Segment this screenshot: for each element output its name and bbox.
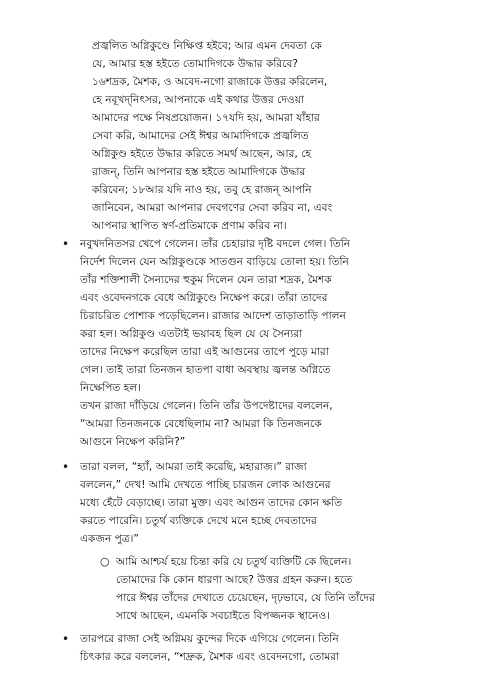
quote-line: করিবেন; ১৮আর যদি নাও হয়, তবু হে রাজন্‌ আপনি: [92, 184, 312, 196]
bullet-marker: •: [62, 460, 70, 474]
paragraph-line: এবং ওবেদনগকে বেধে অগ্নিকুণ্ডে নিক্ষেপ করে। তাঁরা তাদের: [80, 292, 328, 304]
quote-line: সেবা করি, আমাদের সেই ঈশ্বর আমাদিগকে প্রজ্বলিত: [92, 130, 309, 142]
paragraph-line: করতে পারেনি। চতুর্থ ব্যক্তিকে দেখে মনে হচ্ছে দেবতাদের: [80, 515, 317, 527]
paragraph-line: আগুনে নিক্ষেপ করিনি?”: [80, 436, 186, 448]
bullet-marker: •: [62, 237, 70, 251]
quote-line: রাজন্‌, তিনি আপনার হস্ত হইতে আমাদিগকে উদ্ধার: [92, 166, 306, 178]
quote-line: আমাদের পক্ষে নিষপ্রয়োজন। ১৭যদি হয়, আমরা যাঁহার: [92, 112, 320, 124]
paragraph-line: তারপরে রাজা সেই অগ্নিময় কুন্দের দিকে এগিয়ে গেলেন। তিনি: [80, 633, 339, 645]
paragraph-line: তখন রাজা দাঁড়িয়ে গেলেন। তিনি তাঁর উপদেষ্টাদের বললেন,: [80, 400, 333, 412]
quote-line: আপনার স্থাপিত স্বর্ণ-প্রতিমাকে প্রণাম করিব না।: [92, 220, 287, 232]
paragraph-line: বললেন,” দেখ! আমি দেখতে পাচ্ছি চারজন লোক আগুনের: [80, 479, 331, 491]
paragraph-line: “আমরা তিনজনকে বেধেছিলাম না? আমরা কি তিনজনকে: [80, 418, 322, 430]
paragraph-line: পারে ঈশ্বর তাঁদের দেখাতে চেয়েছেন, দৃঢ়ভাবে, যে তিনি তাঁদের: [116, 592, 375, 604]
sub-bullet-marker: ○: [100, 555, 110, 568]
paragraph-line: সাথে আছেন, এমনকি সবচাইতে বিপজ্জনক স্থানেও।: [116, 610, 331, 622]
paragraph-line: মধ্যে হেঁটে বেড়াচ্ছে। তারা মুক্ত। এবং আগুন তাদের কোন ক্ষতি: [80, 497, 343, 509]
paragraph-line: গেল। তাই তারা তিনজন হাতপা বাধা অবস্থায় জ্বলন্ত অগ্নিতে: [80, 364, 331, 376]
paragraph-line: একজন পুত্র।”: [80, 533, 139, 545]
quote-line: অগ্নিকুণ্ড হইতে উদ্ধার করিতে সমর্থ আছেন, আর, হে: [92, 148, 312, 160]
paragraph-line: তোমাদের কি কোন ধারণা আছে? উত্তর গ্রহন করুন। হতে: [116, 574, 353, 586]
paragraph-line: তাদের নিক্ষেপ করেছিল তারা এই আগুনের তাপে পুড়ে মারা: [80, 346, 329, 358]
quote-line: ১৬শদ্রক, মৈশক, ও অবেদ-নগো রাজাকে উত্তর করিলেন,: [92, 76, 328, 88]
paragraph-line: চিৎকার করে বললেন, “শদ্রুক, মৈশক এবং ওবেদনগো, তোমরা: [80, 651, 340, 663]
paragraph-line: নির্দেশ দিলেন যেন অগ্নিকুণ্ডকে সাতগুন বাড়িয়ে তোলা হয়। তিনি: [80, 256, 349, 268]
paragraph-line: চিরাচরিত পোশাক পড়েছিলেন। রাজার আদেশ তাড়াতাড়ি পালন: [80, 310, 346, 322]
quote-line: যে, আমার হস্ত হইতে তোমাদিগকে উদ্ধার করিবে?: [92, 58, 299, 70]
quote-line: জানিবেন, আমরা আপনার দেবগণের সেবা করিব না, এবং: [92, 202, 333, 214]
paragraph-line: নবুখদনিতসর খেপে গেলেন। তাঁর চেহারার দৃষ্টি বদলে গেল। তিনি: [80, 238, 351, 250]
quote-line: প্রজ্বলিত অগ্নিকুণ্ডে নিক্ষিপ্ত হইবে; আর এমন দেবতা কে: [92, 40, 322, 52]
paragraph-line: করা হল। অগ্নিকুণ্ড এতটাই ভয়াবহ ছিল যে যে সৈন্যরা: [80, 328, 303, 340]
paragraph-line: তাঁর শক্তিশালী সৈন্যদের হুকুম দিলেন যেন তারা শদ্রক, মৈশক: [80, 274, 332, 286]
paragraph-line: আমি আশ্চর্য হয়ে চিন্তা করি যে চতুর্থ ব্যক্তিটি কে ছিলেন।: [116, 556, 352, 568]
quote-line: হে নবূখদ্‌নিৎসর, আপনাকে এই কথার উত্তর দেওয়া: [92, 94, 305, 106]
paragraph-line: নিক্ষেপিত হল।: [80, 382, 141, 394]
bullet-marker: •: [62, 632, 70, 646]
paragraph-line: তারা বলল, “হ্যাঁ, আমরা তাই করেছি, মহারাজ।” রাজা: [80, 461, 307, 473]
